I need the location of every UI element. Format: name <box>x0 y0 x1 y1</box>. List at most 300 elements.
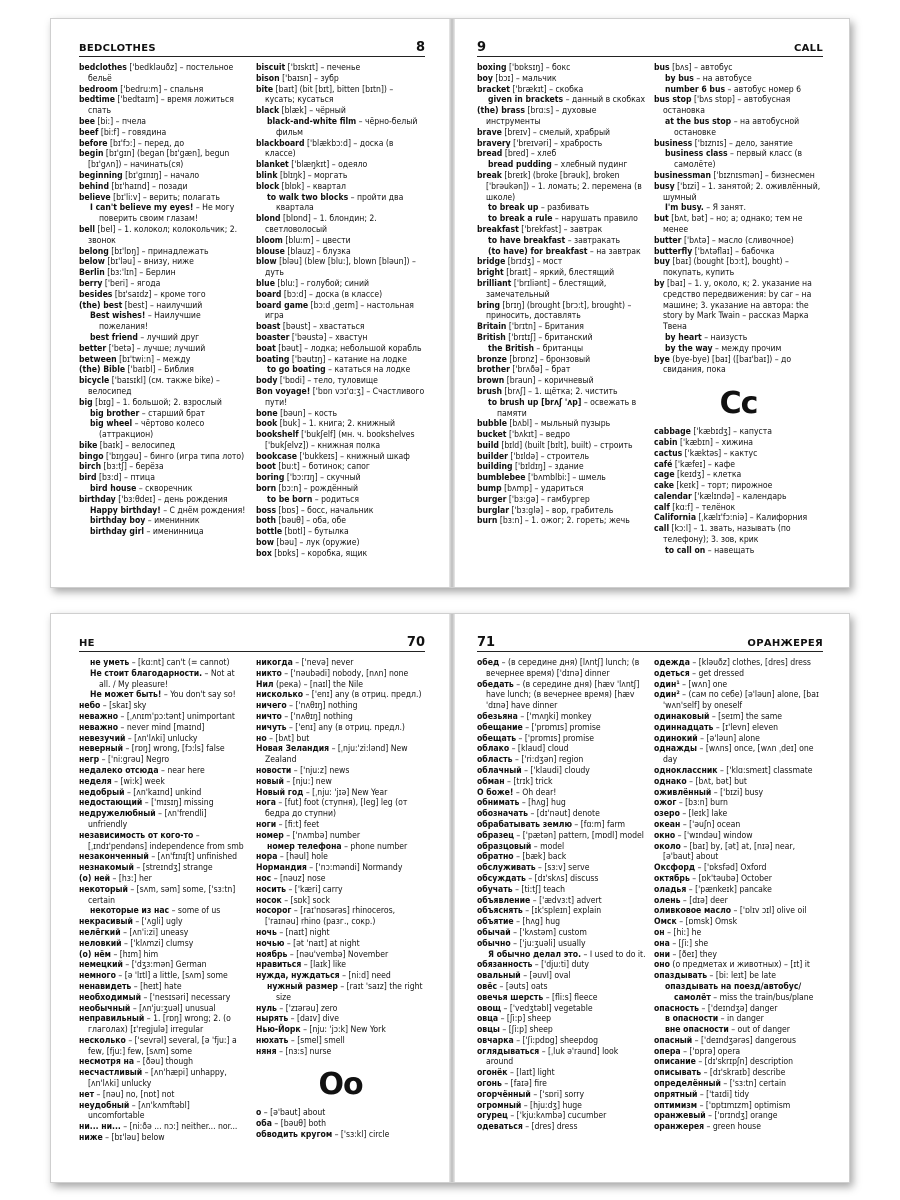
entry-column <box>79 63 248 579</box>
dictionary-subentry: to break a rule – нарушать правило <box>488 214 638 225</box>
dictionary-entry: boring ['bɔ:rɪŋ] – скучный <box>256 473 361 484</box>
dictionary-entry: опрятный – ['taɪdi] tidy <box>654 1089 750 1100</box>
entry-column <box>654 63 823 579</box>
dictionary-entry: blue [blu:] – голубой; синий <box>256 278 370 289</box>
dictionary-entry: оба – [bəuθ] both <box>256 1119 327 1130</box>
page-71 <box>455 614 850 1182</box>
dictionary-entry: bumblebee ['bʌmblbi:] – шмель <box>477 473 606 484</box>
dictionary-entry: опера – ['ɒprə] opera <box>654 1046 741 1057</box>
dictionary-entry: небо – [skaɪ] sky <box>79 701 147 712</box>
dictionary-entry: British ['brɪtɪʃ] – британский <box>477 332 593 343</box>
page-9 <box>455 19 850 587</box>
entry-column <box>477 658 646 1174</box>
dictionary-entry: оливковое масло – ['ɒlɪv ɔɪl] olive oil <box>654 906 807 917</box>
dictionary-entry: bump [bʌmp] – удариться <box>477 484 584 495</box>
dictionary-entry: blouse [blauz] – блузка <box>256 246 351 257</box>
dictionary-subentry: number 6 bus – автобус номер 6 <box>665 84 802 95</box>
dictionary-entry: bravery ['breɪvəri] – храбрость <box>477 138 603 149</box>
dictionary-entry: обратно – [bæk] back <box>477 852 567 863</box>
dictionary-entry: независимость от кого-то – [ˌɪndɪ'pendəns] independence from smb <box>79 830 244 852</box>
dictionary-entry: boat [bəut] – лодка; небольшой корабль <box>256 343 422 354</box>
dictionary-entry: обводить кругом – ['sɜ:kl] circle <box>256 1130 390 1141</box>
dictionary-entry: огромный – [hju:dʒ] huge <box>477 1100 582 1111</box>
dictionary-entry: невезучий – [ʌn'lʌki] unlucky <box>79 733 198 744</box>
dictionary-entry: better ['betə] – лучше; лучший <box>79 343 206 354</box>
dictionary-entry: (the) brass [brɑ:s] – духовые инструменты <box>477 106 597 127</box>
dictionary-subentry: the British – британцы <box>488 343 584 354</box>
dictionary-entry: О боже! – Oh dear! <box>477 787 557 798</box>
dictionary-subentry: не уметь – [kɑ:nt] can't (= cannot) <box>90 658 230 668</box>
dictionary-entry: незнакомый – [streɪndʒ] strange <box>79 863 213 874</box>
dictionary-entry: но – [bʌt] but <box>256 733 310 744</box>
dictionary-entry: bow [bəu] – лук (оружие) <box>256 538 360 549</box>
dictionary-entry: новый – [nju:] new <box>256 776 332 787</box>
dictionary-entry: они – [ðeɪ] they <box>654 949 717 960</box>
dictionary-entry: овальный – [əuvl] oval <box>477 971 571 982</box>
dictionary-entry: bread [bred] – хлеб <box>477 149 557 160</box>
dictionary-entry: Омск – [ɒmsk] Omsk <box>654 917 738 928</box>
dictionary-entry: birthday ['bɜ:θdeɪ] – день рождения <box>79 494 228 505</box>
dictionary-entry: новости – ['nju:z] news <box>256 765 350 776</box>
dictionary-subentry: big wheel – чёртово колесо (аттракцион) <box>90 419 205 441</box>
dictionary-entry: неправильный – 1. [rɒŋ] wrong; 2. (о глаголах) [ɪ'regjulə] irregular <box>79 1014 231 1036</box>
dictionary-entry: ночью – [ət 'naɪt] at night <box>256 938 360 949</box>
dictionary-entry: овечья шерсть – [fli:s] fleece <box>477 992 598 1003</box>
dictionary-entry: bridge [brɪdʒ] – мост <box>477 257 563 268</box>
dictionary-entry: определённый – ['sɜ:tn] certain <box>654 1079 787 1090</box>
dictionary-entry: brother ['brʌðə] – брат <box>477 365 571 376</box>
dictionary-entry: bike [baɪk] – велосипед <box>79 440 176 451</box>
dictionary-entry: big [bɪg] – 1. большой; 2. взрослый <box>79 397 222 408</box>
dictionary-subentry: by heart – наизусть <box>665 332 748 343</box>
dictionary-entry: обнимать – [hʌg] hug <box>477 798 566 809</box>
dictionary-entry: нет – [nəu] no, [nɒt] not <box>79 1089 175 1100</box>
dictionary-entry: bicycle ['baɪsɪkl] (см. также bike) – велосипед <box>79 376 220 397</box>
page-header <box>79 37 425 57</box>
page-number: 71 <box>477 635 496 650</box>
dictionary-entry: няня – [nɜ:s] nurse <box>256 1046 332 1057</box>
dictionary-entry: bookcase ['bukkeɪs] – книжный шкаф <box>256 451 410 462</box>
dictionary-entry: нравиться – [laɪk] like <box>256 960 347 971</box>
dictionary-entry: оптимизм – ['ɒptɪmɪzm] optimism <box>654 1100 791 1111</box>
dictionary-entry: ночь – [naɪt] night <box>256 927 330 938</box>
dictionary-entry: нырять – [daɪv] dive <box>256 1014 339 1025</box>
dictionary-entry: один² – (сам по себе) [ə'ləun] alone, [baɪ 'wʌn'self] by oneself <box>654 690 819 712</box>
dictionary-entry: обслуживать – [sɜ:v] serve <box>477 863 590 874</box>
dictionary-entry: book [buk] – 1. книга; 2. книжный <box>256 419 396 430</box>
dictionary-entry: немецкий – ['dʒɜ:mən] German <box>79 960 207 971</box>
dictionary-entry: объявление – ['ædvɜ:t] advert <box>477 895 602 906</box>
dictionary-entry: bird [bɜ:d] – птица <box>79 473 155 484</box>
entry-columns <box>79 63 425 579</box>
dictionary-entry: она – [ʃi:] she <box>654 938 709 949</box>
dictionary-entry: опасность – ['deɪndʒə] danger <box>654 1003 778 1014</box>
dictionary-entry: нисколько – ['enɪ] any (в отриц. предл.) <box>256 690 422 701</box>
dictionary-entry: одинокий – [ə'ləun] alone <box>654 733 760 744</box>
page-header <box>477 37 823 57</box>
dictionary-entry: ничуть – ['enɪ] any (в отриц. предл.) <box>256 722 405 733</box>
dictionary-subentry: в опасности – in danger <box>665 1014 764 1025</box>
dictionary-entry: brown [braun] – коричневый <box>477 376 594 387</box>
dictionary-entry: bee [bi:] – пчела <box>79 116 147 127</box>
dictionary-entry: busy ['bɪzi] – 1. занятой; 2. оживлённый, шумный <box>654 181 821 203</box>
dictionary-entry: оранжевый – ['ɒrɪndʒ] orange <box>654 1111 778 1122</box>
dictionary-entry: обман – [trɪk] trick <box>477 776 553 787</box>
dictionary-entry: bedtime ['bedtaɪm] – время ложиться спать <box>79 95 234 117</box>
dictionary-entry: облачный – ['klaudi] cloudy <box>477 765 590 776</box>
dictionary-entry: несчастливый – [ʌn'hæpi] unhappy, [ʌn'lʌki] unlucky <box>79 1068 227 1090</box>
dictionary-entry: black [blæk] – чёрный <box>256 106 346 117</box>
dictionary-entry: burn [bɜ:n] – 1. ожог; 2. гореть; жечь <box>477 516 630 527</box>
dictionary-entry: опаздывать – [bi: leɪt] be late <box>654 971 777 982</box>
dictionary-entry: о – [ə'baut] about <box>256 1108 326 1119</box>
dictionary-entry: boy [bɔɪ] – мальчик <box>477 73 557 84</box>
dictionary-entry: cage [keɪdʒ] – клетка <box>654 470 742 481</box>
dictionary-subentry: to walk two blocks – пройти два квартала <box>267 192 404 214</box>
dictionary-entry: номер – ['nʌmbə] number <box>256 830 361 841</box>
dictionary-subentry: by bus – на автобусе <box>665 73 752 84</box>
dictionary-entry: овощ – ['vedʒtəbl] vegetable <box>477 1003 593 1014</box>
dictionary-subentry: bird house – скворечник <box>90 484 193 495</box>
entry-column <box>256 658 425 1174</box>
dictionary-entry: bloom [blu:m] – цвести <box>256 235 351 246</box>
dictionary-entry: buy [baɪ] (bought [bɔ:t], bought) – покупать, купить <box>654 257 789 279</box>
dictionary-entry: beef [bi:f] – говядина <box>79 127 167 138</box>
dictionary-entry: Bon voyage! ['bɒn vɔɪ'ɑ:ʒ] – Счастливого пути! <box>256 386 425 408</box>
dictionary-entry: California [ˌkælɪ'fɔ:niə] – Калифорния <box>654 513 808 524</box>
dictionary-entry: born [bɔ:n] – рождённый <box>256 484 359 495</box>
dictionary-entry: bus stop ['bʌs stɒp] – автобусная остановка <box>654 95 791 117</box>
header-guide-word: CALL <box>793 43 823 54</box>
entry-columns <box>477 63 823 579</box>
dictionary-entry: негр – ['ni:grəu] Negro <box>79 755 170 766</box>
dictionary-subentry: опаздывать на поезд/автобус/самолёт – miss the train/bus/plane <box>665 981 814 1003</box>
dictionary-entry: brilliant ['brɪliənt] – блестящий, замечательный <box>477 278 607 300</box>
dictionary-entry: никогда – ['nevə] never <box>256 658 354 668</box>
dictionary-entry: нос – [nəuz] nose <box>256 873 326 884</box>
dictionary-entry: огонь – [faɪə] fire <box>477 1079 547 1090</box>
dictionary-subentry: Best wishes! – Наилучшие пожелания! <box>90 311 201 333</box>
entry-column <box>654 658 823 1174</box>
dictionary-entry: butter ['bʌtə] – масло (сливочное) <box>654 235 794 246</box>
header-guide-word: ОРАНЖЕРЕЯ <box>747 638 823 649</box>
dictionary-entry: обучать – [ti:tʃ] teach <box>477 884 566 895</box>
dictionary-entry: никто – ['nəubədi] nobody, [nʌn] none <box>256 668 409 679</box>
dictionary-entry: несколько – ['sevrəl] several, [ə 'fju:] a few, [fju:] few, [sʌm] some <box>79 1035 237 1057</box>
dictionary-entry: Berlin [bɜ:'lɪn] – Берлин <box>79 268 176 279</box>
dictionary-entry: Новая Зеландия – [ˌnju:'zi:lənd] New Zealand <box>256 744 408 766</box>
dictionary-entry: (о) ней – [hɜ:] her <box>79 873 152 884</box>
dictionary-entry: blanket ['blæŋkɪt] – одеяло <box>256 160 368 171</box>
dictionary-entry: обезьяна – ['mʌŋki] monkey <box>477 711 592 722</box>
dictionary-subentry: некоторые из нас – some of us <box>90 906 221 917</box>
dictionary-entry: bronze [brɒnz] – бронзовый <box>477 354 591 365</box>
dictionary-entry: birch [bɜ:tʃ] – берёза <box>79 462 164 473</box>
dictionary-subentry: (to have) for breakfast – на завтрак <box>488 246 641 257</box>
dictionary-entry: нюхать – [smel] smell <box>256 1035 345 1046</box>
dictionary-entry: около – [baɪ] by, [ət] at, [nɪə] near, [ə'baut] about <box>654 841 796 863</box>
dictionary-entry: breakfast ['brekfəst] – завтрак <box>477 224 603 235</box>
dictionary-entry: нора – [həul] hole <box>256 852 328 863</box>
dictionary-subentry: номер телефона – phone number <box>267 841 408 852</box>
dictionary-entry: океан – ['əuʃn] ocean <box>654 819 741 830</box>
dictionary-entry: burglar ['bɜ:glə] – вор, грабитель <box>477 505 614 516</box>
dictionary-entry: berry ['beri] – ягода <box>79 278 161 289</box>
page-header <box>477 632 823 652</box>
dictionary-entry: носить – ['kæri] carry <box>256 884 343 895</box>
dictionary-entry: but [bʌt, bət] – но; а; однако; тем не менее <box>654 214 803 235</box>
entry-column <box>256 63 425 579</box>
dictionary-entry: ничего – ['nʌθɪŋ] nothing <box>256 701 358 712</box>
dictionary-entry: café ['kæfeɪ] – кафе <box>654 459 735 470</box>
dictionary-entry: cabbage ['kæbɪdʒ] – капуста <box>654 427 773 438</box>
dictionary-entry: недостающий – ['mɪsɪŋ] missing <box>79 798 214 809</box>
dictionary-entry: bracket ['brækɪt] – скобка <box>477 84 584 95</box>
dictionary-entry: before [bɪ'fɔ:] – перед, до <box>79 138 185 149</box>
dictionary-entry: by [baɪ] – 1. у, около, к; 2. указание на средство передвижения: by car – на машине; 3. указание на автора: the story by Mark Twain – рассказ Марка Твена <box>654 278 812 333</box>
dictionary-entry: behind [bɪ'haɪnd] – позади <box>79 181 188 192</box>
dictionary-entry: (the) Bible ['baɪbl] – Библия <box>79 365 194 376</box>
dictionary-entry: Нил (река) – [naɪl] the Nile <box>256 679 364 690</box>
dictionary-entry: окно – ['wɪndəu] window <box>654 830 753 841</box>
dictionary-subentry: bread pudding – хлебный пудинг <box>488 160 628 171</box>
dictionary-entry: below [bɪ'ləu] – внизу, ниже <box>79 257 194 268</box>
dictionary-entry: blond [blɒnd] – 1. блондин; 2. светловолосый <box>256 214 377 235</box>
dictionary-entry: biscuit ['bɪskɪt] – печенье <box>256 63 361 73</box>
dictionary-entry: bring [brɪŋ] (brought [brɔ:t], brought) – приносить, доставлять <box>477 300 632 322</box>
dictionary-entry: нога – [fut] foot (ступня), [leg] leg (от бедра до ступни) <box>256 798 408 820</box>
dictionary-subentry: вне опасности – out of danger <box>665 1025 790 1036</box>
top-spread <box>50 18 850 588</box>
dictionary-entry: blink [blɪŋk] – моргать <box>256 170 348 181</box>
dictionary-entry: огурец – ['kju:kʌmbə] cucumber <box>477 1111 607 1122</box>
dictionary-entry: объятие – [hʌg] hug <box>477 917 560 928</box>
dictionary-entry: оладья – ['pænkeɪk] pancake <box>654 884 772 895</box>
dictionary-subentry: birthday girl – именинница <box>90 527 204 538</box>
dictionary-entry: boaster ['bəustə] – хвастун <box>256 332 368 343</box>
dictionary-entry: одиннадцать – [ɪ'levn] eleven <box>654 722 778 733</box>
dictionary-entry: недобрый – [ʌn'kaɪnd] unkind <box>79 787 202 798</box>
dictionary-entry: block [blɒk] – квартал <box>256 181 346 192</box>
dictionary-entry: недружелюбный – [ʌn'frendli] unfriendly <box>79 809 207 830</box>
dictionary-entry: нуль – ['zɪərəu] zero <box>256 1003 338 1014</box>
dictionary-entry: обещание – ['prɒmɪs] promise <box>477 722 601 733</box>
dictionary-entry: boot [bu:t] – ботинок; сапог <box>256 462 370 473</box>
header-guide-word: НЕ <box>79 638 95 649</box>
dictionary-entry: bottle [bɒtl] – бутылка <box>256 527 349 538</box>
dictionary-entry: Нормандия – ['nɔ:məndi] Normandy <box>256 863 403 874</box>
dictionary-entry: оживлённый – ['bɪzi] busy <box>654 787 764 798</box>
dictionary-entry: Оксфорд – ['ɒksfəd] Oxford <box>654 863 767 874</box>
dictionary-entry: обычай – ['kʌstəm] custom <box>477 927 587 938</box>
dictionary-entry: оглядываться – [ˌluk ə'raund] look around <box>477 1046 619 1068</box>
dictionary-entry: ноябрь – [nəu'vembə] November <box>256 949 389 960</box>
dictionary-entry: некоторый – [sʌm, səm] some, ['sɜ:tn] certain <box>79 884 236 906</box>
dictionary-entry: bedclothes ['bedkləuðz] – постельное бельё <box>79 63 234 84</box>
entry-columns <box>477 658 823 1174</box>
dictionary-entry: ничто – ['nʌθɪŋ] nothing <box>256 711 353 722</box>
dictionary-entry: незаконченный – [ʌn'fɪnɪʃt] unfinished <box>79 852 238 863</box>
dictionary-entry: ни... ни... – [ni:ðə ... nɔ:] neither... nor... <box>79 1122 238 1133</box>
dictionary-subentry: to be born – родиться <box>267 494 360 505</box>
dictionary-entry: нужда, нуждаться – [ni:d] need <box>256 971 391 982</box>
dictionary-entry: обозначать – [dɪ'nəut] denote <box>477 809 600 820</box>
dictionary-entry: ноги – [fi:t] feet <box>256 819 320 830</box>
dictionary-entry: нелёгкий – [ʌn'i:zi] uneasy <box>79 927 189 938</box>
dictionary-subentry: to brush up [brʌʃ 'ʌp] – освежать в памяти <box>488 397 637 419</box>
dictionary-entry: blackboard ['blækbɔ:d] – доска (в классе) <box>256 138 394 160</box>
page-8 <box>51 19 447 587</box>
dictionary-entry: boating ['bəutɪŋ] – катание на лодке <box>256 354 407 365</box>
dictionary-entry: немного – [ə 'lɪtl] a little, [sʌm] some <box>79 971 228 982</box>
dictionary-subentry: Happy birthday! – С днём рождения! <box>90 505 246 516</box>
dictionary-entry: носорог – [raɪ'nɒsərəs] rhinoceros, ['raɪnəu] rhino (разг., сокр.) <box>256 906 396 928</box>
dictionary-subentry: Я обычно делал это. – I used to do it. <box>488 949 646 960</box>
dictionary-subentry: I can't believe my eyes! – Не могу поверить своим глазам! <box>90 203 235 225</box>
dictionary-entry: обед – (в середине дня) [lʌntʃ] lunch; (в вечернее время) ['dɪnə] dinner <box>477 658 640 679</box>
dictionary-entry: builder ['bɪldə] – строитель <box>477 451 590 462</box>
dictionary-entry: необходимый – ['nesɪsəri] necessary <box>79 992 231 1003</box>
dictionary-entry: build [bɪld] (built [bɪlt], built) – строить <box>477 440 633 451</box>
page-70 <box>51 614 447 1182</box>
dictionary-entry: ожог – [bɜ:n] burn <box>654 798 728 809</box>
section-letter: Oo <box>318 1067 363 1103</box>
dictionary-entry: облако – [klaud] cloud <box>477 744 569 755</box>
dictionary-entry: образец – ['pætən] pattern, [mɒdl] model <box>477 830 644 841</box>
dictionary-entry: овчарка – ['ʃi:pdɒg] sheepdog <box>477 1035 599 1046</box>
dictionary-entry: оранжерея – green house <box>654 1122 761 1133</box>
dictionary-entry: box [bɒks] – коробка, ящик <box>256 548 368 559</box>
dictionary-entry: олень – [dɪə] deer <box>654 895 728 906</box>
dictionary-entry: belong [bɪ'lɒŋ] – принадлежать <box>79 246 209 257</box>
dictionary-entry: неловкий – ['klʌmzi] clumsy <box>79 938 194 949</box>
dictionary-subentry: birthday boy – именинник <box>90 516 200 527</box>
dictionary-entry: business ['bɪznɪs] – дело, занятие <box>654 138 793 149</box>
dictionary-entry: овцы – [ʃi:p] sheep <box>477 1025 553 1036</box>
dictionary-entry: bright [braɪt] – яркий, блестящий <box>477 268 615 279</box>
entry-columns <box>79 658 425 1174</box>
dictionary-entry: овёс – [əuts] oats <box>477 981 548 992</box>
dictionary-entry: ниже – [bɪ'ləu] below <box>79 1133 165 1144</box>
entry-column <box>477 63 646 579</box>
dictionary-entry: body ['bɒdi] – тело, туловище <box>256 376 378 387</box>
dictionary-entry: bucket ['bʌkɪt] – ведро <box>477 430 571 441</box>
dictionary-entry: обязанность – ['dju:ti] duty <box>477 960 589 971</box>
page-number: 9 <box>477 40 487 55</box>
dictionary-entry: bison ['baɪsn] – зубр <box>256 73 339 84</box>
dictionary-entry: одеваться – [dres] dress <box>477 1122 578 1133</box>
dictionary-entry: break [breɪk] (broke [brəuk], broken ['brəukən]) – 1. ломать; 2. перемена (в школе) <box>477 170 642 203</box>
dictionary-entry: bell [bel] – 1. колокол; колокольчик; 2. звонок <box>79 224 238 246</box>
dictionary-entry: он – [hi:] he <box>654 927 702 938</box>
dictionary-entry: besides [bɪ'saɪdz] – кроме того <box>79 289 206 300</box>
dictionary-subentry: best friend – лучший друг <box>90 332 200 343</box>
dictionary-subentry: I'm busy. – Я занят. <box>665 203 746 214</box>
dictionary-entry: озеро – [leɪk] lake <box>654 809 728 820</box>
dictionary-subentry: big brother – старший брат <box>90 408 206 419</box>
dictionary-entry: обычно – ['ju:ʒuəli] usually <box>477 938 586 949</box>
dictionary-subentry: нужный размер – [raɪt 'saɪz] the right size <box>267 981 423 1003</box>
dictionary-subentry: Не стоит благодарности. – Not at all. / My pleasure! <box>90 668 235 690</box>
dictionary-entry: (the) best [best] – наилучший <box>79 300 203 311</box>
dictionary-entry: обедать – (в середине дня) [hæv 'lʌntʃ] have lunch; (в вечернее время) [hæv 'dɪnə] have dinner <box>477 679 640 712</box>
dictionary-entry: board [bɔ:d] – доска (в классе) <box>256 289 383 300</box>
dictionary-entry: недалеко отсюда – near here <box>79 765 205 776</box>
page-number: 8 <box>415 40 425 55</box>
dictionary-entry: обрабатывать землю – [fɑ:m] farm <box>477 819 626 830</box>
dictionary-entry: одеться – get dressed <box>654 668 745 679</box>
dictionary-entry: (о) нём – [hɪm] him <box>79 949 159 960</box>
bottom-spread <box>50 613 850 1183</box>
dictionary-entry: обещать – ['prɒmɪs] promise <box>477 733 594 744</box>
dictionary-subentry: to have breakfast – завтракать <box>488 235 621 246</box>
page-number: 70 <box>406 635 425 650</box>
dictionary-entry: bookshelf ['bukʃelf] (мн. ч. bookshelves ['bukʃelvz]) – книжная полка <box>256 430 415 451</box>
dictionary-entry: bone [bəun] – кость <box>256 408 338 419</box>
dictionary-subentry: by the way – между прочим <box>665 343 782 354</box>
dictionary-entry: описывать – [dɪ'skraɪb] describe <box>654 1068 786 1079</box>
dictionary-entry: call [kɔ:l] – 1. звать, называть (по телефону); 3. зов, крик <box>654 524 791 546</box>
dictionary-entry: cabin ['kæbɪn] – хижина <box>654 437 754 448</box>
dictionary-entry: brave [breɪv] – смелый, храбрый <box>477 127 611 138</box>
dictionary-entry: один¹ – [wʌn] one <box>654 679 728 690</box>
dictionary-entry: Нью-Йорк – [nju: 'jɔ:k] New York <box>256 1025 386 1036</box>
dictionary-entry: однако – [bʌt, bət] but <box>654 776 747 787</box>
dictionary-entry: bingo ['bɪŋgəu] – бинго (игра типа лото) <box>79 451 245 462</box>
dictionary-entry: опасный – ['deɪndʒərəs] dangerous <box>654 1035 796 1046</box>
dictionary-entry: однажды – [wʌns] once, [wʌn ˌdeɪ] one day <box>654 744 814 766</box>
header-guide-word: BEDCLOTHES <box>79 43 156 54</box>
dictionary-entry: blow [bləu] (blew [blu:], blown [bləun]) – дуть <box>256 257 416 279</box>
dictionary-subentry: business class – первый класс (в самолёте) <box>665 149 803 171</box>
dictionary-entry: некрасивый – ['ʌgli] ugly <box>79 917 183 928</box>
dictionary-entry: Britain ['brɪtn] – Британия <box>477 322 584 333</box>
dictionary-entry: неделя – [wi:k] week <box>79 776 165 787</box>
dictionary-entry: неважно – [ˌʌnɪm'pɔ:tənt] unimportant <box>79 711 235 722</box>
dictionary-entry: brush [brʌʃ] – 1. щётка; 2. чистить <box>477 386 618 397</box>
page-header <box>79 632 425 652</box>
dictionary-subentry: given in brackets – данный в скобках <box>488 95 646 106</box>
dictionary-entry: building ['bɪldɪŋ] – здание <box>477 462 584 473</box>
dictionary-entry: Новый год – [ˌnju: 'jɪə] New Year <box>256 787 388 798</box>
dictionary-subentry: to go boating – кататься на лодке <box>267 365 411 376</box>
dictionary-entry: область – ['ri:dʒən] region <box>477 755 584 766</box>
dictionary-entry: неважно – never mind [maɪnd] <box>79 722 205 733</box>
dictionary-entry: board game [bɔ:d ˌgeɪm] – настольная игра <box>256 300 414 322</box>
dictionary-entry: bye (bye-bye) [baɪ] ([baɪ'baɪ]) – до свидания, пока <box>654 354 792 376</box>
dictionary-entry: оно (о предметах и животных) – [ɪt] it <box>654 960 810 971</box>
dictionary-entry: несмотря на – [ðəu] though <box>79 1057 194 1068</box>
dictionary-entry: описание – [dɪ'skrɪpʃn] description <box>654 1057 793 1068</box>
dictionary-entry: begin [bɪ'gɪn] (began [bɪ'gæn], begun [bɪ'gʌn]) – начинать(ся) <box>79 149 230 171</box>
dictionary-entry: bus [bʌs] – автобус <box>654 63 733 73</box>
dictionary-entry: огорчённый – ['sɒri] sorry <box>477 1089 585 1100</box>
dictionary-entry: boss [bɒs] – босс, начальник <box>256 505 374 516</box>
dictionary-subentry: to break up – разбивать <box>488 203 590 214</box>
dictionary-entry: неудобный – [ʌn'kʌmftəbl] uncomfortable <box>79 1100 190 1122</box>
dictionary-entry: cake [keɪk] – торт; пирожное <box>654 481 773 492</box>
dictionary-entry: calendar ['kælɪndə] – календарь <box>654 491 787 502</box>
section-letter: Cc <box>719 386 758 422</box>
dictionary-subentry: black-and-white film – чёрно-белый фильм <box>267 116 418 138</box>
dictionary-entry: обсуждать – [dɪ'skʌs] discuss <box>477 873 599 884</box>
dictionary-entry: одноклассник – ['klɑ:smeɪt] classmate <box>654 765 813 776</box>
dictionary-entry: boast [bəust] – хвастаться <box>256 322 365 333</box>
dictionary-entry: носок – [sɒk] sock <box>256 895 330 906</box>
dictionary-entry: believe [bɪ'li:v] – верить; полагать <box>79 192 220 203</box>
dictionary-entry: calf [kɑ:f] – телёнок <box>654 502 736 513</box>
dictionary-entry: необычный – [ʌn'ju:ʒuəl] unusual <box>79 1003 216 1014</box>
